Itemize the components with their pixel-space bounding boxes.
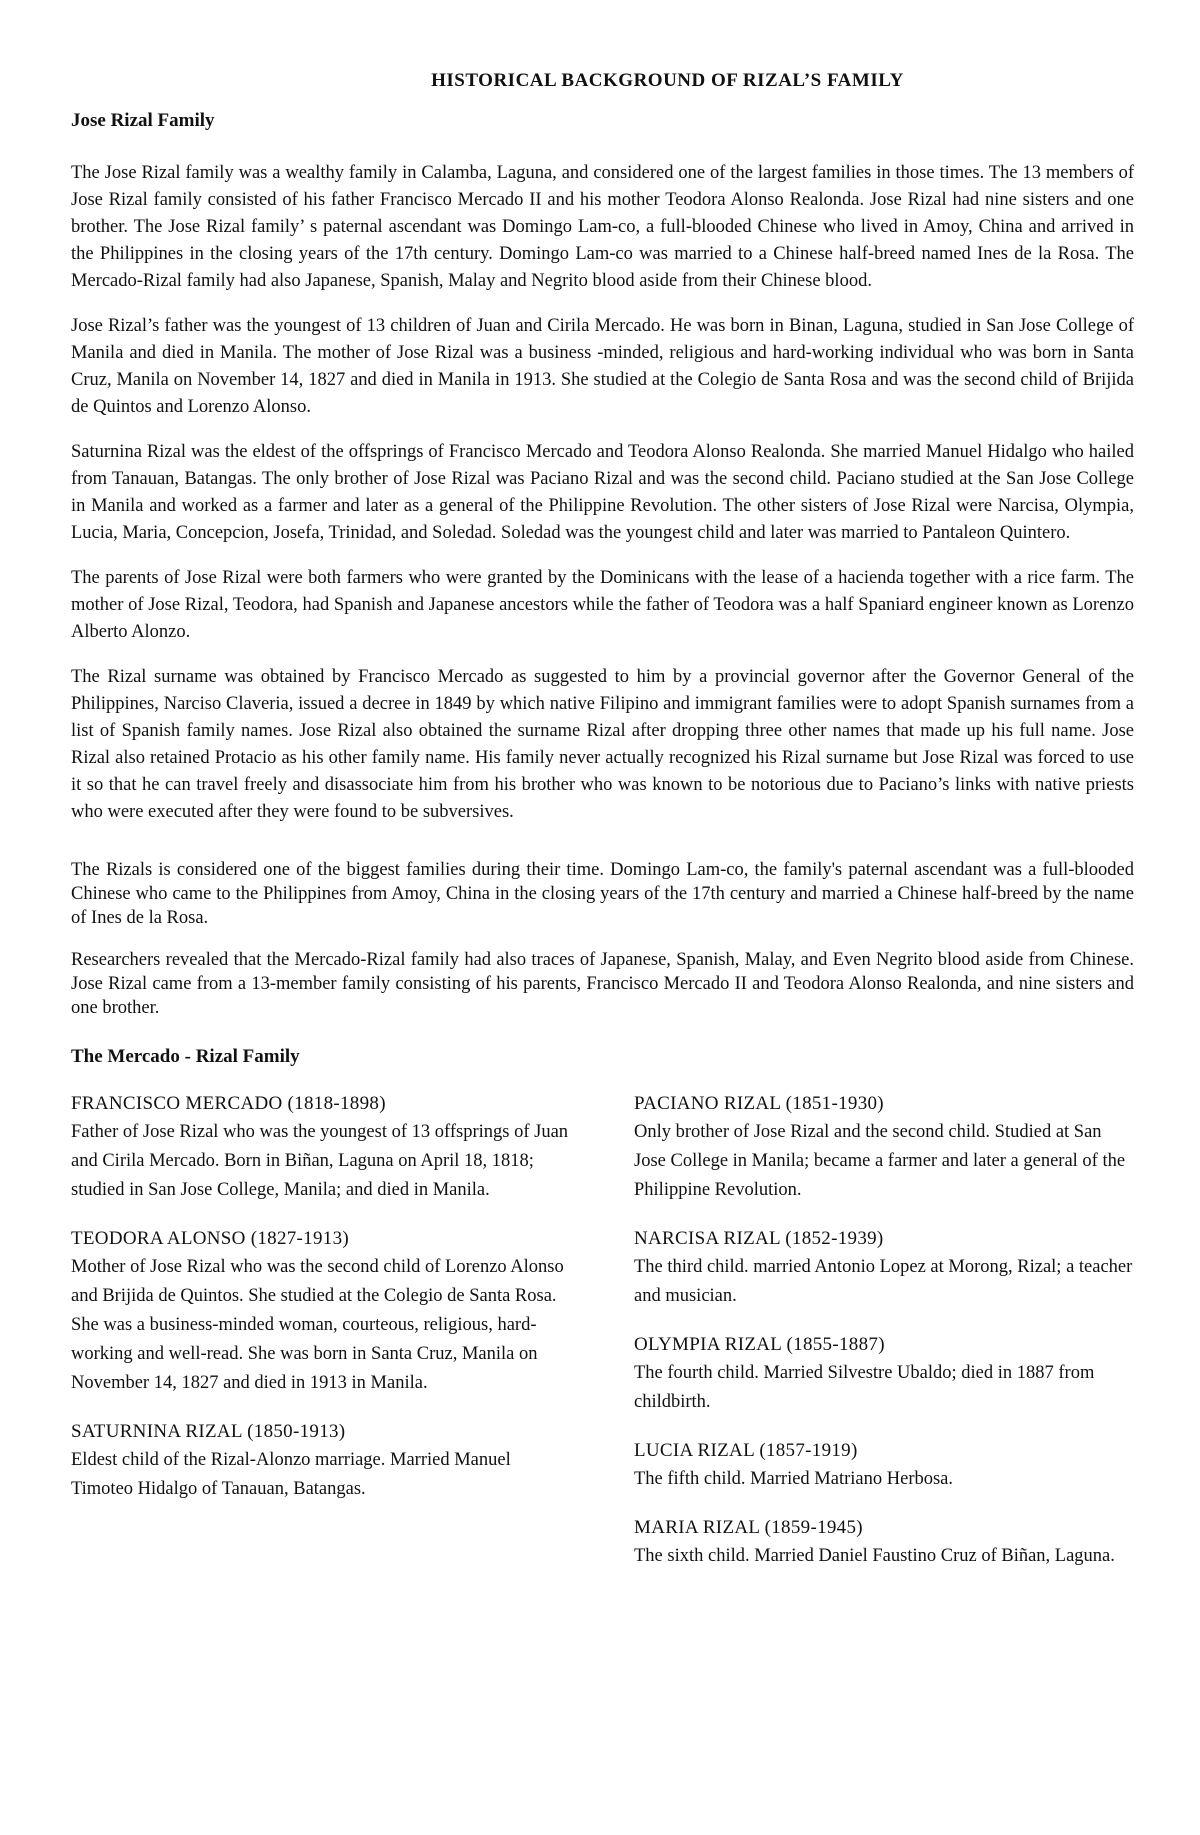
family-entry — [634, 1437, 1134, 1494]
family-entry — [634, 1090, 1134, 1205]
family-member-name: TEODORA ALONSO (1827-1913) — [71, 1228, 350, 1249]
left-column — [71, 1090, 571, 1591]
section-heading-mercado-rizal-family: The Mercado - Rizal Family — [71, 1046, 300, 1067]
family-member-description: The sixth child. Married Daniel Faustino Cruz of Biñan, Laguna. — [634, 1546, 1115, 1566]
paragraph-7: Researchers revealed that the Mercado-Rizal family had also traces of Japanese, Spanish, Malay, and Even Negrito blood aside from Chinese. Jose Rizal came from a 13-member family consisting of his parents, Francisco Mercado II and Teodora Alonso Realonda, and nine sisters and one brother. — [71, 950, 1134, 1018]
paragraph-6: The Rizals is considered one of the biggest families during their time. Domingo Lam-co, the family's paternal ascendant was a full-blooded Chinese who came to the Philippines from Amoy, China in the closing years of the 17th century and married a Chinese half-breed by the name of Ines de la Rosa. — [71, 860, 1134, 928]
family-entry — [634, 1514, 1134, 1571]
family-member-description: Eldest child of the Rizal-Alonzo marriage. Married Manuel Timoteo Hidalgo of Tanauan, Batangas. — [71, 1450, 511, 1499]
document-title: HISTORICAL BACKGROUND OF RIZAL’S FAMILY — [431, 70, 904, 91]
family-entry — [71, 1225, 571, 1398]
family-member-name: NARCISA RIZAL (1852-1939) — [634, 1228, 884, 1249]
family-member-name: PACIANO RIZAL (1851-1930) — [634, 1093, 884, 1114]
family-member-name: FRANCISCO MERCADO (1818-1898) — [71, 1093, 386, 1114]
family-member-description: Father of Jose Rizal who was the youngest of 13 offsprings of Juan and Cirila Mercado. Born in Biñan, Laguna on April 18, 1818; studied in San Jose College, Manila; and died in Manila. — [71, 1122, 569, 1200]
family-member-name: OLYMPIA RIZAL (1855-1887) — [634, 1334, 885, 1355]
family-member-description: The fourth child. Married Silvestre Ubaldo; died in 1887 from childbirth. — [634, 1363, 1095, 1412]
paragraph-1: The Jose Rizal family was a wealthy family in Calamba, Laguna, and considered one of the largest families in those times. The 13 members of Jose Rizal family consisted of his father Francisco Mercado II and his mother Teodora Alonso Realonda. Jose Rizal had nine sisters and one brother. The Jose Rizal family’ s paternal ascendant was Domingo Lam-co, a full-blooded Chinese who lived in Amoy, China and arrived in the Philippines in the closing years of the 17th century. Domingo Lam-co was married to a Chinese half-breed named Ines de la Rosa. The Mercado-Rizal family had also Japanese, Spanish, Malay and Negrito blood aside from their Chinese blood. — [71, 163, 1134, 291]
paragraph-5: The Rizal surname was obtained by Francisco Mercado as suggested to him by a provincial governor after the Governor General of the Philippines, Narciso Claveria, issued a decree in 1849 by which native Filipino and immigrant families were to adopt Spanish surnames from a list of Spanish family names. Jose Rizal also obtained the surname Rizal after dropping three other names that made up his full name. Jose Rizal also retained Protacio as his other family name. His family never actually recognized his Rizal surname but Jose Rizal was forced to use it so that he can travel freely and disassociate him from his brother who was known to be notorious due to Paciano’s links with native priests who were executed after they were found to be subversives. — [71, 667, 1134, 822]
family-entry — [634, 1331, 1134, 1417]
section-heading-jose-rizal-family: Jose Rizal Family — [71, 110, 215, 131]
family-member-description: Only brother of Jose Rizal and the second child. Studied at San Jose College in Manila; became a farmer and later a general of the Philippine Revolution. — [634, 1122, 1126, 1200]
family-entry — [71, 1090, 571, 1205]
family-entry — [634, 1225, 1134, 1311]
family-member-name: LUCIA RIZAL (1857-1919) — [634, 1440, 858, 1461]
right-column — [634, 1090, 1134, 1591]
paragraph-4: The parents of Jose Rizal were both farmers who were granted by the Dominicans with the lease of a hacienda together with a rice farm. The mother of Jose Rizal, Teodora, had Spanish and Japanese ancestors while the father of Teodora was a half Spaniard engineer known as Lorenzo Alberto Alonzo. — [71, 568, 1134, 642]
family-member-description: The fifth child. Married Matriano Herbosa. — [634, 1469, 954, 1489]
family-members-columns — [71, 1090, 1134, 1591]
family-member-name: SATURNINA RIZAL (1850-1913) — [71, 1421, 346, 1442]
family-member-description: The third child. married Antonio Lopez at Morong, Rizal; a teacher and musician. — [634, 1257, 1133, 1306]
paragraph-2: Jose Rizal’s father was the youngest of 13 children of Juan and Cirila Mercado. He was born in Binan, Laguna, studied in San Jose College of Manila and died in Manila. The mother of Jose Rizal was a business -minded, religious and hard-working individual who was born in Santa Cruz, Manila on November 14, 1827 and died in Manila in 1913. She studied at the Colegio de Santa Rosa and was the second child of Brijida de Quintos and Lorenzo Alonso. — [71, 316, 1134, 417]
paragraph-3: Saturnina Rizal was the eldest of the offsprings of Francisco Mercado and Teodora Alonso Realonda. She married Manuel Hidalgo who hailed from Tanauan, Batangas. The only brother of Jose Rizal was Paciano Rizal and was the second child. Paciano studied at the San Jose College in Manila and worked as a farmer and later as a general of the Philippine Revolution. The other sisters of Jose Rizal were Narcisa, Olympia, Lucia, Maria, Concepcion, Josefa, Trinidad, and Soledad. Soledad was the youngest child and later was married to Pantaleon Quintero. — [71, 442, 1134, 543]
family-entry — [71, 1418, 571, 1504]
family-member-description: Mother of Jose Rizal who was the second child of Lorenzo Alonso and Brijida de Quintos. She studied at the Colegio de Santa Rosa. She was a business-minded woman, courteous, religious, hard-working and well-read. She was born in Santa Cruz, Manila on November 14, 1827 and died in 1913 in Manila. — [71, 1257, 564, 1393]
family-member-name: MARIA RIZAL (1859-1945) — [634, 1517, 863, 1538]
